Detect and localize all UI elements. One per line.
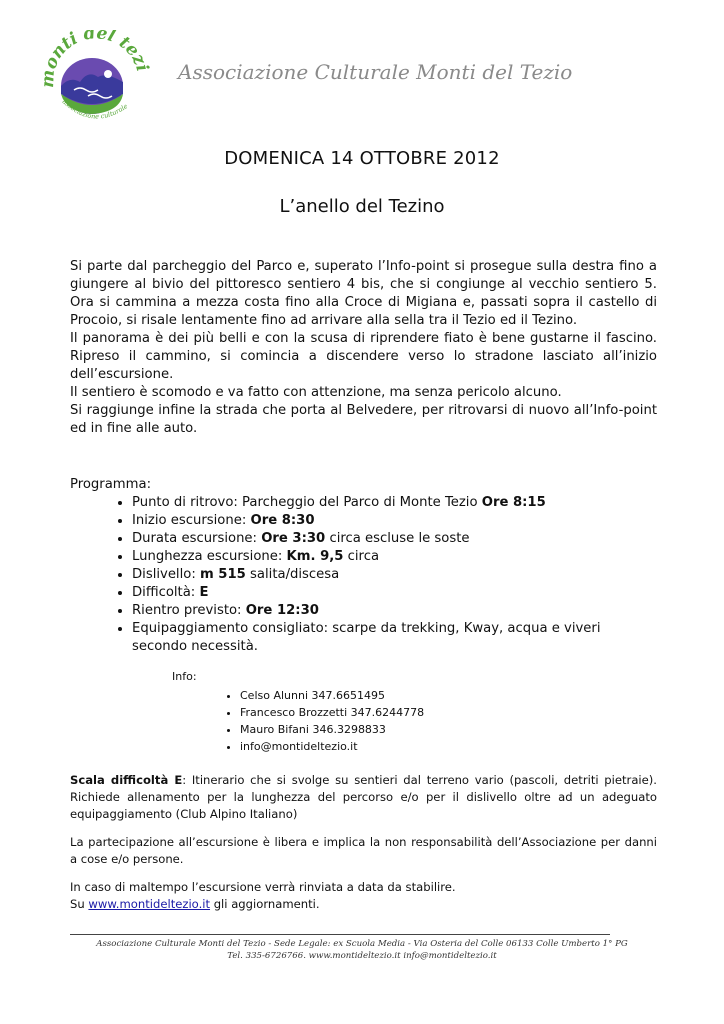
contact-email[interactable]: • info@montideltezio.it bbox=[240, 738, 424, 755]
footer-address: Associazione Culturale Monti del Tezio - Sede Legale: ex Scuola Media - Via Osteria del Colle 06133 Colle Umberto 1° PG bbox=[96, 939, 628, 949]
program-item: • Difficoltà: E bbox=[132, 584, 657, 602]
weather-note: In caso di maltempo l’escursione verrà rinviata a data da stabilire. Su www.montideltezio.it gli aggiornamenti. bbox=[70, 879, 657, 913]
difficulty-label: Scala difficoltà E bbox=[70, 773, 183, 787]
program-item: • Dislivello: m 515 salita/discesa bbox=[132, 566, 657, 584]
program-item: • Punto di ritrovo: Parcheggio del Parco di Monte Tezio Ore 8:15 bbox=[132, 494, 657, 512]
description-paragraph: Si parte dal parcheggio del Parco e, superato l’Info-point si prosegue sulla destra fino a giungere al bivio del pittoresco sentiero 4 bis, che si congiunge al vecchio sentiero 5. Ora si cammina a mezza costa fino alla Croce di Migiana e, passati sopra il castello di Procoio, si risale lentamente fino ad arrivare alla sella tra il Tezio ed il Tezino. bbox=[70, 259, 657, 328]
contact-item: • Celso Alunni 347.6651495 bbox=[240, 687, 424, 704]
contact-item: • Mauro Bifani 346.3298833 bbox=[240, 721, 424, 738]
program-item: • Equipaggiamento consigliato: scarpe da trekking, Kway, acqua e viveri secondo necessità. bbox=[132, 620, 657, 656]
association-logo bbox=[40, 30, 150, 130]
info-section bbox=[172, 668, 424, 755]
logo-subtext: associazione culturale bbox=[60, 97, 130, 121]
footer-contacts: Tel. 335-6726766. www.montideltezio.it info@montideltezio.it bbox=[227, 951, 497, 961]
program-list bbox=[70, 494, 657, 656]
association-name: Associazione Culturale Monti del Tezio bbox=[178, 60, 573, 84]
contact-list bbox=[172, 687, 424, 755]
logo-text: monti del tez bbox=[40, 30, 150, 89]
program-item: • Durata escursione: Ore 3:30 circa escluse le soste bbox=[132, 530, 657, 548]
difficulty-note bbox=[70, 772, 657, 823]
event-title: L’anello del Tezino bbox=[279, 196, 445, 217]
info-heading: Info: bbox=[172, 670, 197, 683]
event-date: DOMENICA 14 OTTOBRE 2012 bbox=[224, 148, 500, 169]
program-heading: Programma: bbox=[70, 477, 152, 492]
description bbox=[70, 258, 657, 438]
program-item: • Lunghezza escursione: Km. 9,5 circa bbox=[132, 548, 657, 566]
weather-line: In caso di maltempo l’escursione verrà rinviata a data da stabilire. bbox=[70, 880, 456, 894]
description-paragraph: Il sentiero è scomodo e va fatto con attenzione, ma senza pericolo alcuno. bbox=[70, 385, 562, 400]
contact-item: • Francesco Brozzetti 347.6244778 bbox=[240, 704, 424, 721]
website-link[interactable]: www.montideltezio.it bbox=[88, 897, 211, 911]
program-item: • Rientro previsto: Ore 12:30 bbox=[132, 602, 657, 620]
logo-mountain-icon bbox=[40, 30, 150, 130]
description-paragraph: Si raggiunge infine la strada che porta al Belvedere, per ritrovarsi di nuovo all’Info-point ed in fine alle auto. bbox=[70, 403, 657, 436]
program-section bbox=[70, 476, 657, 656]
footer-divider bbox=[70, 934, 610, 935]
participation-note: La partecipazione all’escursione è libera e implica la non responsabilità dell’Associazione per danni a cose e/o persone. bbox=[70, 835, 657, 866]
program-item: • Inizio escursione: Ore 8:30 bbox=[132, 512, 657, 530]
difficulty-text: : Itinerario che si svolge su sentieri dal terreno vario (pascoli, detriti pietraie). Richiede allenamento per la lunghezza del percorso e/o per il dislivello oltre ad un adeguato equipaggiamento (Club Alpino Italiano) bbox=[70, 773, 657, 821]
description-paragraph: Il panorama è dei più belli e con la scusa di riprendere fiato è bene gustarne il fascino. Ripreso il cammino, si comincia a discendere verso lo stradone lasciato all’inizio dell’escursione. bbox=[70, 331, 657, 382]
